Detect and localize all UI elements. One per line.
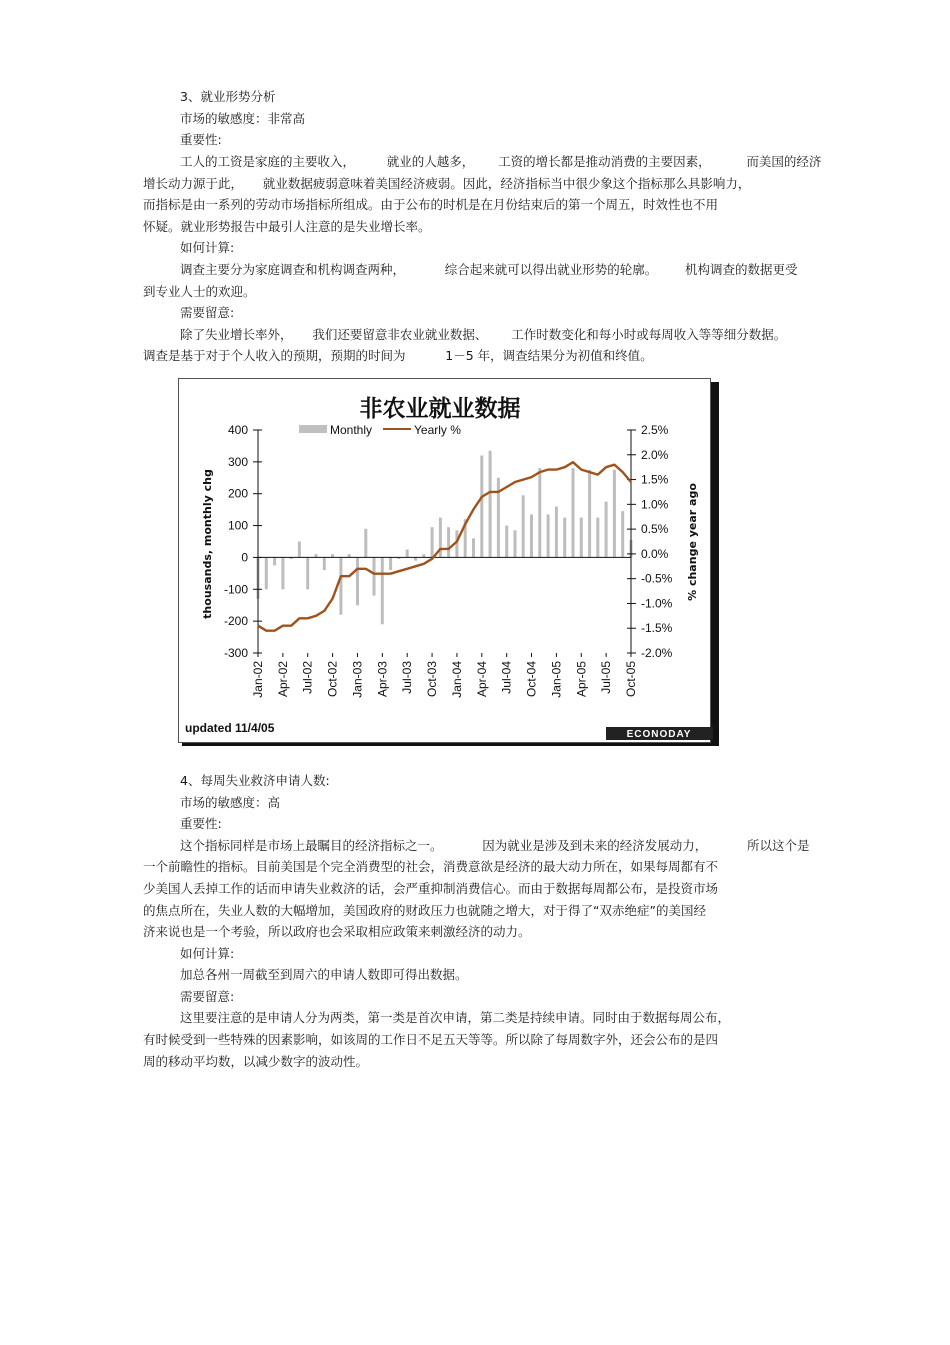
section4-importance-line: 的焦点所在，失业人数的大幅增加，美国政府的财政压力也就随之增大，对于得了“双赤绝症”的美国经 bbox=[143, 903, 706, 918]
y-right-tick-label: 0.5% bbox=[641, 522, 669, 537]
section4-importance-line: 济来说也是一个考验，所以政府也会采取相应政策来刺激经济的动力。 bbox=[143, 924, 531, 939]
section4-note-line: 周的移动平均数，以减少数字的波动性。 bbox=[143, 1054, 369, 1069]
section3-note-line: 调查是基于对于个人收入的预期，预期的时间为 1－5 年，调查结果分为初值和终值。 bbox=[143, 348, 653, 363]
y-left-tick-label: -300 bbox=[223, 646, 248, 660]
bar-monthly bbox=[406, 550, 409, 558]
chart-shadow-bottom bbox=[182, 743, 719, 746]
bar-monthly bbox=[447, 527, 450, 557]
section4-importance-line: 这个指标同样是市场上最瞩目的经济指标之一。 因为就业是涉及到未来的经济发展动力， 所以这个是 bbox=[180, 838, 810, 853]
bar-monthly bbox=[373, 557, 376, 595]
y-left-tick-label: 200 bbox=[227, 486, 248, 501]
bar-monthly bbox=[381, 557, 384, 624]
bar-monthly bbox=[555, 507, 558, 558]
bar-monthly bbox=[298, 542, 301, 558]
y-left-tick-label: 400 bbox=[227, 423, 248, 437]
section4-importance-line: 少美国人丢掉工作的话而申请失业救济的话，会严重抑制消费信心。而由于数据每周都公布，是投资市场 bbox=[143, 881, 719, 896]
x-tick-label: Oct-02 bbox=[325, 661, 340, 698]
x-tick-label: Jul-03 bbox=[400, 661, 415, 694]
y-right-tick-label: 1.5% bbox=[641, 472, 669, 487]
bar-monthly bbox=[497, 478, 500, 558]
bar-monthly bbox=[364, 529, 367, 558]
y-right-tick-label: 2.0% bbox=[641, 447, 669, 462]
x-tick-label: Jul-05 bbox=[599, 661, 614, 694]
bar-monthly bbox=[480, 456, 483, 558]
y-right-tick-label: 0.0% bbox=[641, 546, 669, 561]
section4-sensitivity: 市场的敏感度：高 bbox=[180, 795, 281, 810]
chart-updated-note: updated 11/4/05 bbox=[185, 721, 275, 735]
bar-monthly bbox=[281, 557, 284, 589]
bar-monthly bbox=[315, 554, 318, 557]
section3-heading: 3、就业形势分析 bbox=[180, 89, 276, 104]
bar-monthly bbox=[306, 557, 309, 589]
econoday-logo-text: ECONODAY bbox=[626, 729, 692, 740]
bar-monthly bbox=[431, 527, 434, 557]
section4-calc-line: 加总各州一周截至到周六的申请人数即可得出数据。 bbox=[180, 967, 468, 982]
bar-monthly bbox=[489, 451, 492, 558]
bar-monthly bbox=[348, 554, 351, 557]
y-right-tick-label: -1.5% bbox=[641, 621, 673, 636]
x-tick-label: Apr-05 bbox=[574, 661, 589, 698]
x-tick-label: Oct-05 bbox=[624, 661, 638, 698]
bar-monthly bbox=[273, 557, 276, 565]
bar-monthly bbox=[580, 518, 583, 558]
y-left-tick-label: 300 bbox=[227, 454, 248, 469]
bar-monthly bbox=[389, 557, 392, 570]
bar-monthly bbox=[621, 511, 624, 557]
x-tick-label: Jan-05 bbox=[549, 661, 564, 698]
section3-note-label: 需要留意: bbox=[180, 305, 235, 320]
bar-monthly bbox=[547, 514, 550, 557]
bar-monthly bbox=[422, 554, 425, 557]
bar-monthly bbox=[356, 557, 359, 605]
y-axis-right-label: % change year ago bbox=[686, 483, 699, 601]
chart-title: 非农业就业数据 bbox=[359, 396, 521, 422]
y-left-tick-label: 100 bbox=[227, 518, 248, 533]
x-tick-label: Jan-03 bbox=[350, 661, 365, 698]
x-tick-label: Jan-02 bbox=[251, 661, 265, 698]
section4-heading: 4、每周失业救济申请人数: bbox=[180, 773, 330, 788]
section3-importance-line: 工人的工资是家庭的主要收入， 就业的人越多， 工资的增长都是推动消费的主要因素， 而美国的经济 bbox=[180, 154, 822, 169]
bar-monthly bbox=[339, 557, 342, 614]
section4-importance-line: 一个前瞻性的指标。目前美国是个完全消费型的社会，消费意欲是经济的最大动力所在，如果每周都有不 bbox=[143, 859, 719, 874]
section3-importance-label: 重要性: bbox=[180, 132, 222, 147]
y-right-tick-label: -1.0% bbox=[641, 596, 673, 611]
bar-monthly bbox=[605, 502, 608, 558]
bar-monthly bbox=[613, 470, 616, 558]
section3-calc-line: 到专业人士的欢迎。 bbox=[143, 284, 256, 299]
section4-calc-label: 如何计算: bbox=[180, 946, 235, 961]
x-tick-label: Oct-03 bbox=[425, 661, 440, 698]
bar-monthly bbox=[563, 518, 566, 558]
x-tick-label: Apr-04 bbox=[474, 661, 489, 698]
section4-note-label: 需要留意: bbox=[180, 989, 235, 1004]
chart-shadow-right bbox=[711, 382, 719, 746]
section4-note-line: 这里要注意的是申请人分为两类，第一类是首次申请，第二类是持续申请。同时由于数据每周公布， bbox=[180, 1010, 731, 1025]
bar-monthly bbox=[522, 495, 525, 557]
section4-importance-label: 重要性: bbox=[180, 816, 222, 831]
nonfarm-payroll-chart bbox=[178, 378, 719, 746]
bar-monthly bbox=[514, 530, 517, 557]
section3-calc-label: 如何计算: bbox=[180, 240, 235, 255]
bar-monthly bbox=[530, 514, 533, 557]
bar-monthly bbox=[472, 538, 475, 557]
bar-monthly bbox=[505, 526, 508, 558]
section3-note-line: 除了失业增长率外， 我们还要留意非农业就业数据、 工作时数变化和每小时或每周收入等等细分数据。 bbox=[180, 327, 787, 342]
section3-importance-line: 怀疑。就业形势报告中最引人注意的是失业增长率。 bbox=[143, 219, 431, 234]
section3-importance-line: 而指标是由一系列的劳动市场指标所组成。由于公布的时机是在月份结束后的第一个周五，时效性也不用 bbox=[143, 197, 719, 212]
legend-label-yearly: Yearly % bbox=[414, 423, 461, 437]
bar-monthly bbox=[265, 557, 268, 589]
section4-note-line: 有时候受到一些特殊的因素影响，如该周的工作日不足五天等等。所以除了每周数字外，还会公布的是四 bbox=[143, 1032, 719, 1047]
bar-monthly bbox=[588, 470, 591, 558]
x-tick-label: Jan-04 bbox=[449, 661, 464, 698]
section3-sensitivity: 市场的敏感度：非常高 bbox=[180, 111, 306, 126]
x-tick-label: Jul-04 bbox=[499, 661, 514, 694]
y-left-tick-label: -100 bbox=[223, 582, 248, 597]
bar-monthly bbox=[538, 468, 541, 557]
bar-monthly bbox=[572, 468, 575, 557]
legend-swatch-monthly bbox=[299, 425, 327, 433]
x-tick-label: Oct-04 bbox=[524, 661, 539, 698]
bar-monthly bbox=[331, 554, 334, 557]
chart-svg bbox=[178, 378, 719, 746]
y-axis-left-label: thousands, monthly chg bbox=[201, 469, 214, 619]
y-right-tick-label: 2.5% bbox=[641, 423, 669, 437]
legend-label-monthly: Monthly bbox=[330, 423, 373, 437]
x-tick-label: Jul-02 bbox=[300, 661, 315, 694]
y-left-tick-label: -200 bbox=[223, 614, 248, 629]
y-left-tick-label: 0 bbox=[241, 550, 248, 565]
y-right-tick-label: -2.0% bbox=[641, 646, 673, 660]
section3-calc-line: 调查主要分为家庭调查和机构调查两种， 综合起来就可以得出就业形势的轮廓。 机构调查的数据更受 bbox=[180, 262, 798, 277]
bar-monthly bbox=[596, 518, 599, 558]
y-right-tick-label: 1.0% bbox=[641, 497, 669, 512]
y-right-tick-label: -0.5% bbox=[641, 571, 673, 586]
bar-monthly bbox=[323, 557, 326, 570]
x-tick-label: Apr-02 bbox=[275, 661, 290, 698]
section3-importance-line: 增长动力源于此， 就业数据疲弱意味着美国经济疲弱。因此，经济指标当中很少象这个指标那么具影响力， bbox=[143, 176, 751, 191]
x-tick-label: Apr-03 bbox=[375, 661, 390, 698]
